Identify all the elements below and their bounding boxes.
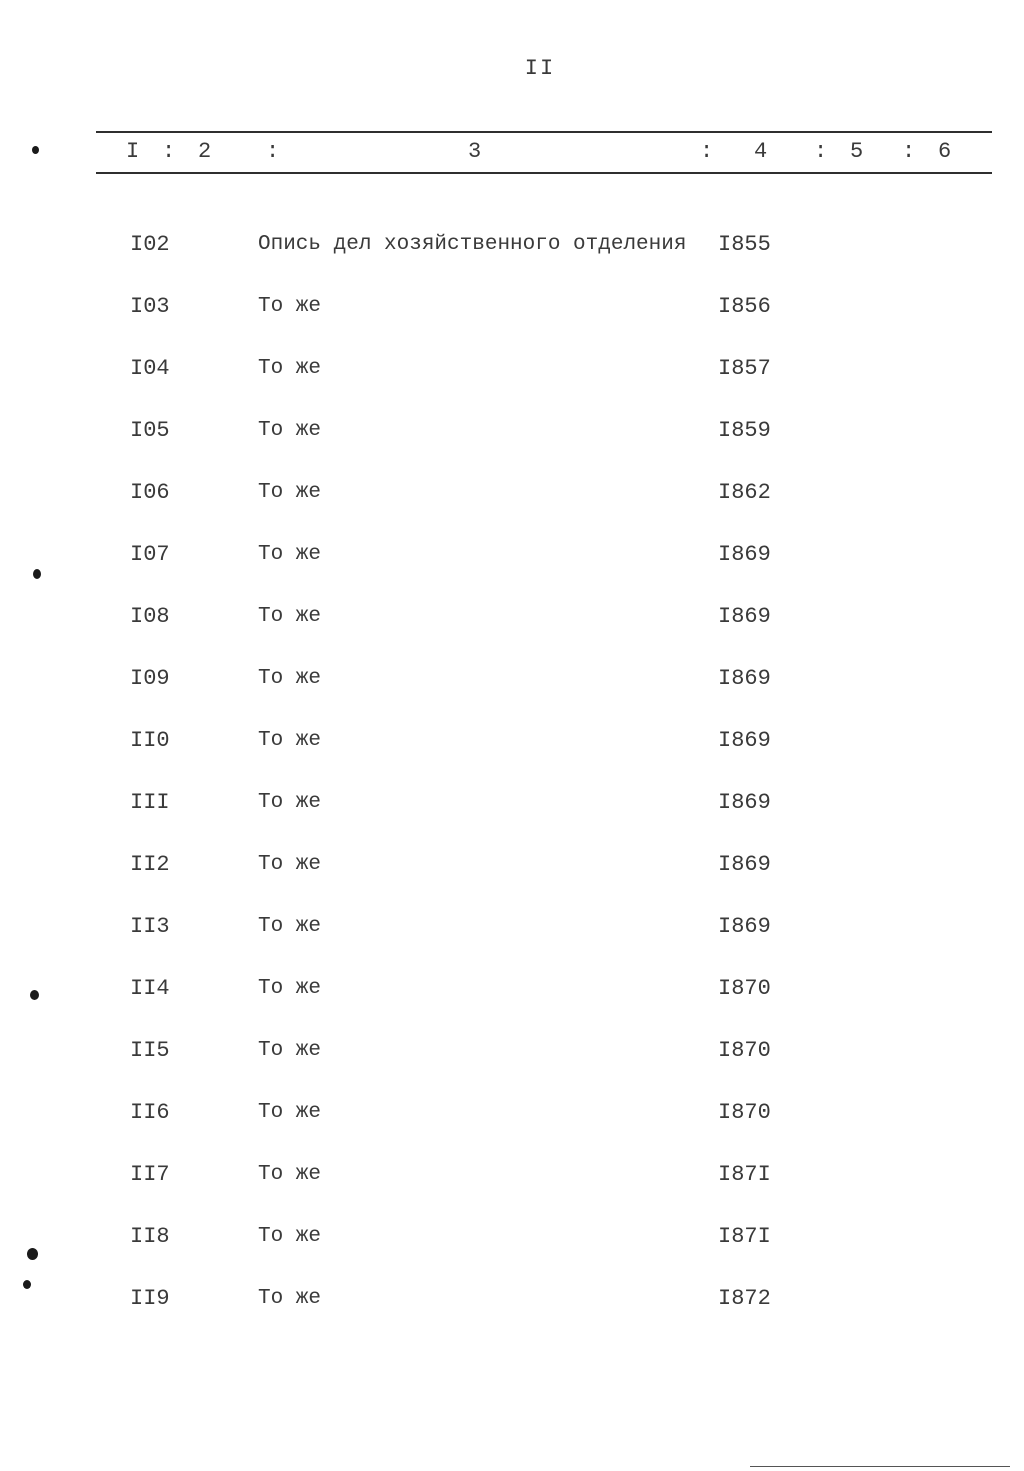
row-title: То же	[258, 1163, 322, 1186]
row-number: II7	[130, 1162, 170, 1187]
row-number: I04	[130, 356, 170, 381]
header-col-1: I	[126, 139, 140, 164]
row-title: То же	[258, 605, 322, 628]
binder-mark	[23, 1280, 31, 1289]
row-number: I02	[130, 232, 170, 257]
row-title: То же	[258, 1039, 322, 1062]
table-row	[0, 230, 1024, 292]
inventory-table-body	[0, 230, 1024, 1346]
table-row	[0, 664, 1024, 726]
table-row	[0, 292, 1024, 354]
table-row	[0, 1284, 1024, 1346]
row-title: То же	[258, 977, 322, 1000]
row-year: I869	[718, 728, 771, 753]
row-year: I869	[718, 604, 771, 629]
row-number: II9	[130, 1286, 170, 1311]
row-year: I855	[718, 232, 771, 257]
table-row	[0, 478, 1024, 540]
header-bottom-rule	[96, 172, 992, 174]
scan-edge-line	[750, 1466, 1010, 1467]
row-number: II4	[130, 976, 170, 1001]
row-number: II3	[130, 914, 170, 939]
row-year: I870	[718, 976, 771, 1001]
row-number: II6	[130, 1100, 170, 1125]
row-year: I857	[718, 356, 771, 381]
row-title: То же	[258, 853, 322, 876]
row-year: I869	[718, 852, 771, 877]
binder-mark	[30, 990, 39, 1000]
header-separator: :	[162, 139, 176, 164]
header-separator: :	[902, 139, 916, 164]
table-row	[0, 912, 1024, 974]
header-separator: :	[266, 139, 280, 164]
binder-mark	[27, 1248, 38, 1260]
row-number: I09	[130, 666, 170, 691]
row-title: То же	[258, 481, 322, 504]
row-year: I872	[718, 1286, 771, 1311]
row-title: То же	[258, 419, 322, 442]
table-row	[0, 726, 1024, 788]
binder-mark	[32, 146, 39, 154]
row-number: I03	[130, 294, 170, 319]
row-title: То же	[258, 543, 322, 566]
row-number: I05	[130, 418, 170, 443]
row-number: III	[130, 790, 170, 815]
row-title: То же	[258, 357, 322, 380]
header-separator: :	[700, 139, 714, 164]
row-year: I87I	[718, 1224, 771, 1249]
table-row	[0, 1098, 1024, 1160]
row-year: I870	[718, 1038, 771, 1063]
table-row	[0, 850, 1024, 912]
row-title: То же	[258, 791, 322, 814]
row-year: I856	[718, 294, 771, 319]
header-col-6: 6	[938, 139, 952, 164]
row-number: II5	[130, 1038, 170, 1063]
header-col-5: 5	[850, 139, 864, 164]
page-number: II	[524, 56, 556, 81]
row-year: I869	[718, 542, 771, 567]
row-year: I87I	[718, 1162, 771, 1187]
table-row	[0, 1160, 1024, 1222]
table-row	[0, 354, 1024, 416]
row-number: II0	[130, 728, 170, 753]
row-title: То же	[258, 1225, 322, 1248]
row-year: I869	[718, 666, 771, 691]
row-year: I859	[718, 418, 771, 443]
header-col-4: 4	[754, 139, 768, 164]
table-row	[0, 1036, 1024, 1098]
header-col-2: 2	[198, 139, 212, 164]
row-year: I862	[718, 480, 771, 505]
row-title: То же	[258, 915, 322, 938]
table-row	[0, 540, 1024, 602]
binder-mark	[33, 569, 41, 579]
table-row	[0, 602, 1024, 664]
row-year: I869	[718, 790, 771, 815]
row-year: I870	[718, 1100, 771, 1125]
row-title: То же	[258, 667, 322, 690]
table-row	[0, 788, 1024, 850]
table-row	[0, 1222, 1024, 1284]
row-number: I06	[130, 480, 170, 505]
header-separator: :	[814, 139, 828, 164]
row-number: I08	[130, 604, 170, 629]
row-number: II8	[130, 1224, 170, 1249]
table-row	[0, 416, 1024, 478]
row-title: Опись дел хозяйственного отделения	[258, 233, 687, 256]
row-title: То же	[258, 729, 322, 752]
row-title: То же	[258, 1101, 322, 1124]
row-number: II2	[130, 852, 170, 877]
row-title: То же	[258, 295, 322, 318]
row-year: I869	[718, 914, 771, 939]
table-row	[0, 974, 1024, 1036]
row-title: То же	[258, 1287, 322, 1310]
row-number: I07	[130, 542, 170, 567]
header-col-3: 3	[468, 139, 482, 164]
header-top-rule	[96, 131, 992, 133]
